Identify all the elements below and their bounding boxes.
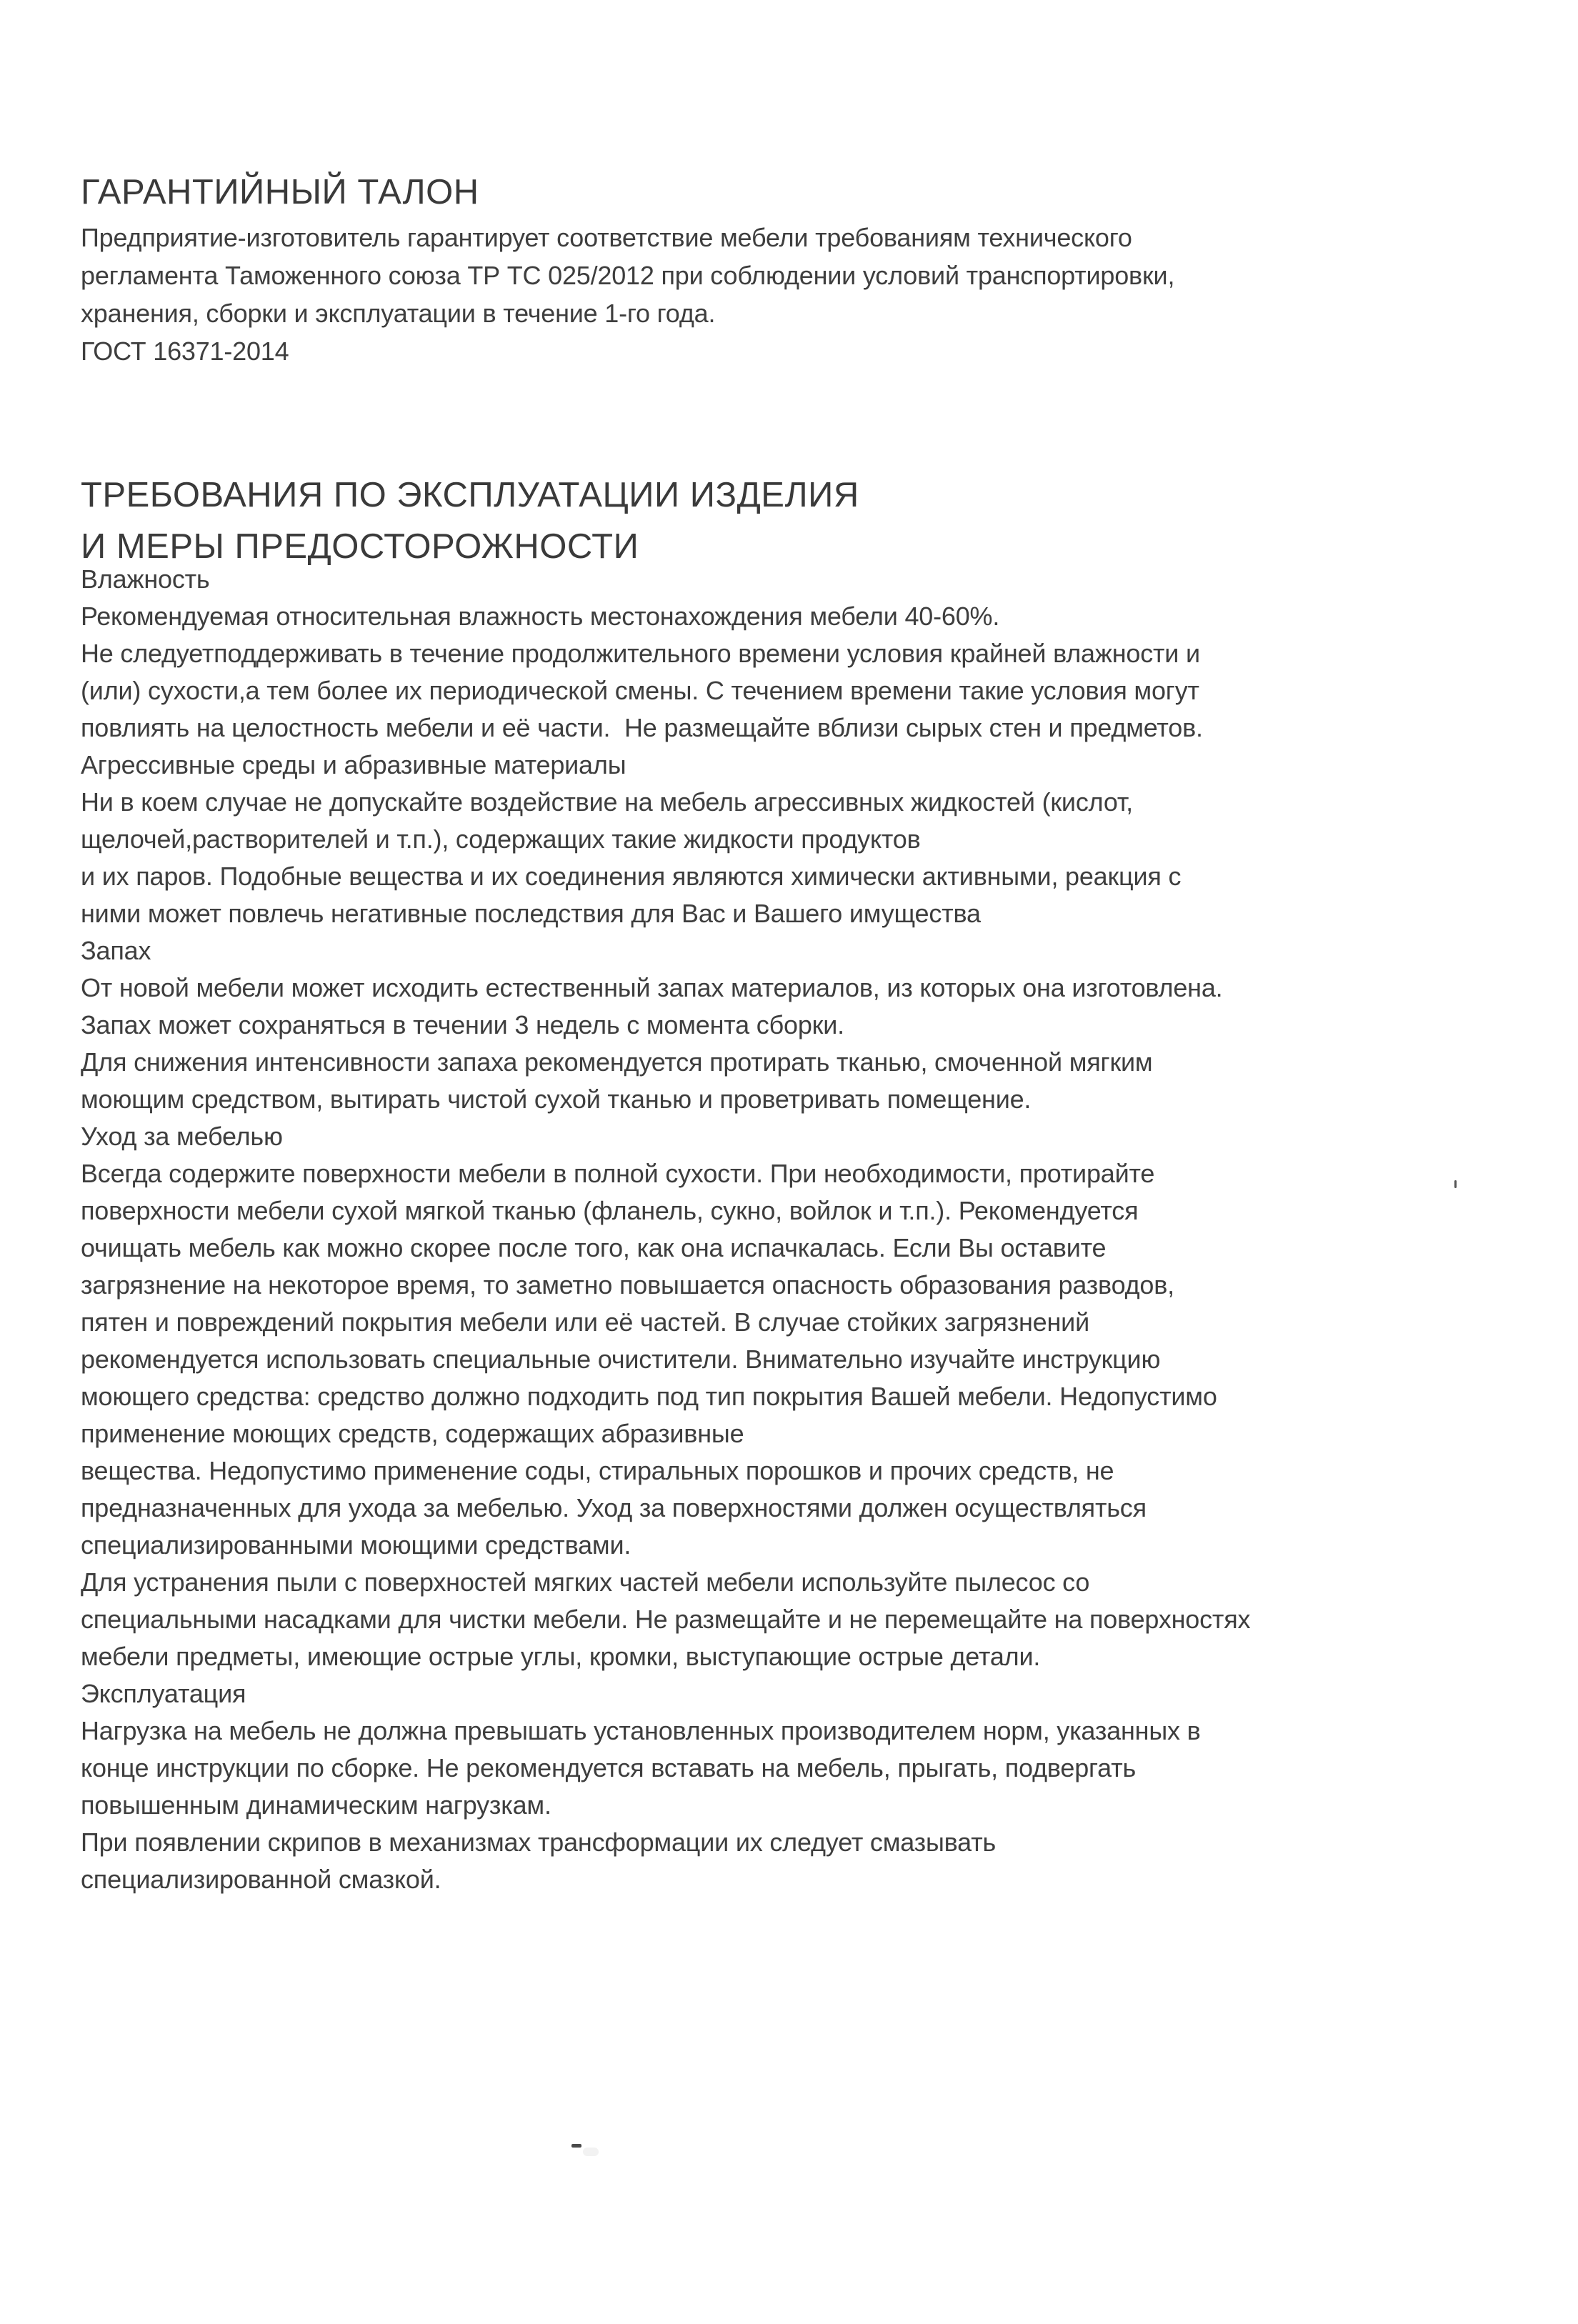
text-line: Всегда содержите поверхности мебели в полной сухости. При необходимости, протирайте <box>81 1159 1155 1188</box>
text-line: регламента Таможенного союза ТР ТС 025/2012 при соблюдении условий транспортировки, <box>81 261 1175 290</box>
text-line: моющим средством, вытирать чистой сухой тканью и проветривать помещение. <box>81 1084 1032 1114</box>
text-line: повлиять на целостность мебели и её части. Не размещайте вблизи сырых стен и предметов. <box>81 713 1203 742</box>
text-line: конце инструкции по сборке. Не рекомендуется вставать на мебель, прыгать, подвергать <box>81 1753 1137 1782</box>
text-line: Уход за мебелью <box>81 1122 283 1151</box>
text-line: Предприятие-изготовитель гарантирует соответствие мебели требованиям технического <box>81 223 1132 252</box>
text-line: При появлении скрипов в механизмах трансформации их следует смазывать <box>81 1827 997 1857</box>
text-line: вещества. Недопустимо применение соды, стиральных порошков и прочих средств, не <box>81 1456 1114 1485</box>
text-line: Рекомендуемая относительная влажность местонахождения мебели 40-60%. <box>81 602 1000 631</box>
text-line: Ни в коем случае не допускайте воздействие на мебель агрессивных жидкостей (кислот, <box>81 787 1133 817</box>
text-line: Запах <box>81 936 151 965</box>
text-line: ГОСТ 16371-2014 <box>81 336 289 366</box>
text-line: моющего средства: средство должно подходить под тип покрытия Вашей мебели. Недопустимо <box>81 1382 1217 1411</box>
warranty-section-title: ГАРАНТИЙНЫЙ ТАЛОН <box>81 172 479 211</box>
text-line: Агрессивные среды и абразивные материалы <box>81 750 626 779</box>
warranty-paragraph <box>81 219 1174 370</box>
text-line: специализированными моющими средствами. <box>81 1530 631 1560</box>
text-line: загрязнение на некоторое время, то заметно повышается опасность образования разводов, <box>81 1270 1174 1300</box>
text-line: поверхности мебели сухой мягкой тканью (фланель, сукно, войлок и т.п.). Рекомендуется <box>81 1196 1139 1225</box>
text-line: рекомендуется использовать специальные очистители. Внимательно изучайте инструкцию <box>81 1345 1161 1374</box>
print-artifact-speck <box>583 2148 599 2156</box>
text-line: Эксплуатация <box>81 1679 246 1708</box>
text-line: и их паров. Подобные вещества и их соединения являются химически активными, реакция с <box>81 862 1182 891</box>
text-line: мебели предметы, имеющие острые углы, кромки, выступающие острые детали. <box>81 1642 1041 1671</box>
text-line: Для снижения интенсивности запаха рекомендуется протирать тканью, смоченной мягким <box>81 1047 1153 1077</box>
requirements-body-text <box>81 561 1250 1898</box>
text-line: От новой мебели может исходить естественный запах материалов, из которых она изготовлена. <box>81 973 1223 1002</box>
text-line: Нагрузка на мебель не должна превышать установленных производителем норм, указанных в <box>81 1716 1201 1745</box>
text-line: предназначенных для ухода за мебелью. Уход за поверхностями должен осуществляться <box>81 1493 1147 1522</box>
print-artifact-speck <box>1454 1180 1457 1188</box>
text-line: Для устранения пыли с поверхностей мягких частей мебели используйте пылесос со <box>81 1567 1090 1597</box>
text-line: специальными насадками для чистки мебели. Не размещайте и не перемещайте на поверхностях <box>81 1605 1251 1634</box>
text-line: ними может повлечь негативные последствия для Вас и Вашего имущества <box>81 899 981 928</box>
print-artifact-speck <box>571 2144 581 2148</box>
text-line: ТРЕБОВАНИЯ ПО ЭКСПЛУАТАЦИИ ИЗДЕЛИЯ <box>81 475 859 514</box>
text-line: Не следуетподдерживать в течение продолжительного времени условия крайней влажности и <box>81 639 1200 668</box>
text-line: хранения, сборки и эксплуатации в течение 1-го года. <box>81 299 716 328</box>
text-line: щелочей,растворителей и т.п.), содержащих такие жидкости продуктов <box>81 824 921 854</box>
text-line: повышенным динамическим нагрузкам. <box>81 1790 551 1820</box>
text-line: очищать мебель как можно скорее после того, как она испачкалась. Если Вы оставите <box>81 1233 1107 1262</box>
requirements-section-title <box>81 469 859 572</box>
text-line: специализированной смазкой. <box>81 1865 441 1894</box>
text-line: применение моющих средств, содержащих абразивные <box>81 1419 744 1448</box>
text-line: И МЕРЫ ПРЕДОСТОРОЖНОСТИ <box>81 527 639 566</box>
text-line: пятен и повреждений покрытия мебели или её частей. В случае стойких загрязнений <box>81 1307 1090 1337</box>
text-line: (или) сухости,а тем более их периодической смены. С течением времени такие условия могут <box>81 676 1199 705</box>
text-line: Запах может сохраняться в течении 3 недель с момента сборки. <box>81 1010 844 1039</box>
text-line: Влажность <box>81 564 210 594</box>
